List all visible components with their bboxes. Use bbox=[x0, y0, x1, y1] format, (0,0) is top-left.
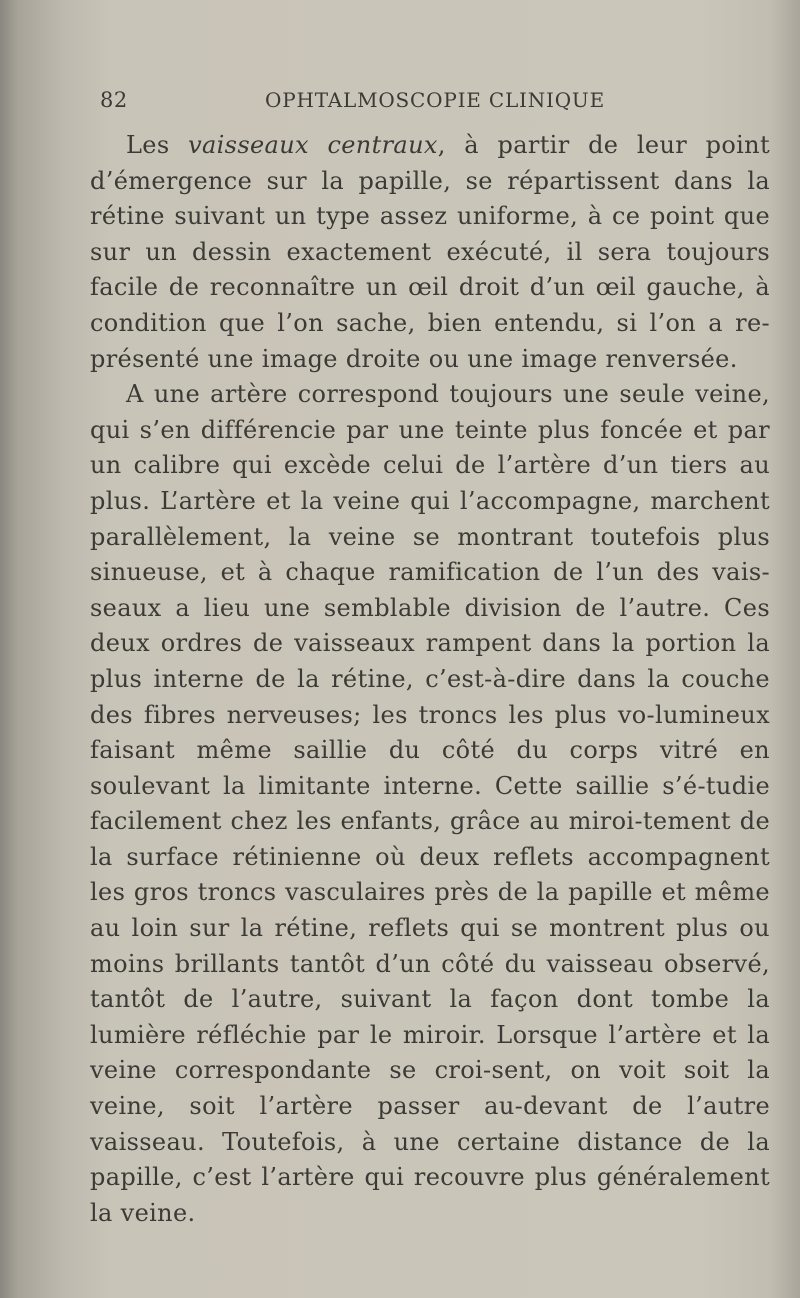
paragraph-1 bbox=[90, 128, 770, 377]
paragraph-1-text: , à partir de leur point d’émergence sur la papille, se répartissent dans la rétine suivant un type assez uniforme, à ce point que sur un dessin exactement exécuté, il sera toujours facile de reconnaître un œil droit d’un œil gauche, à condition que l’on sache, bien entendu, si l’on a re-présenté une image droite ou une image renversée. bbox=[90, 131, 770, 373]
paragraph-1-lead: Les bbox=[126, 131, 189, 159]
running-title: OPHTALMOSCOPIE CLINIQUE bbox=[265, 88, 605, 112]
page-number: 82 bbox=[100, 88, 128, 112]
paragraph-2-text: A une artère correspond toujours une seule veine, qui s’en différencie par une teinte plus foncée et par un calibre qui excède celui de l’artère d’un tiers au plus. L’artère et la veine qui l’accompagne, marchent parallèlement, la veine se montrant toutefois plus sinueuse, et à chaque ramification de l’un des vais-seaux a lieu une semblable division de l’autre. Ces deux ordres de vaisseaux rampent dans la portion la plus interne de la rétine, c’est-à-dire dans la couche des fibres nerveuses; les troncs les plus vo-lumineux faisant même saillie du côté du corps vitré en soulevant la limitante interne. Cette saillie s’é-tudie facilement chez les enfants, grâce au miroi-tement de la surface rétinienne où deux reflets accompagnent les gros troncs vasculaires près de la papille et même au loin sur la rétine, reflets qui se montrent plus ou moins brillants tantôt d’un côté du vaisseau observé, tantôt de l’autre, suivant la façon dont tombe la lumière réfléchie par le miroir. Lorsque l’artère et la veine correspondante se croi-sent, on voit soit la veine, soit l’artère passer au-devant de l’autre vaisseau. Toutefois, à une certaine distance de la papille, c’est l’artère qui recouvre plus généralement la veine. bbox=[90, 380, 770, 1227]
page-header bbox=[100, 88, 680, 118]
body-text bbox=[90, 128, 770, 1231]
paragraph-1-italic-term: vaisseaux centraux bbox=[188, 131, 438, 159]
paragraph-2 bbox=[90, 377, 770, 1231]
